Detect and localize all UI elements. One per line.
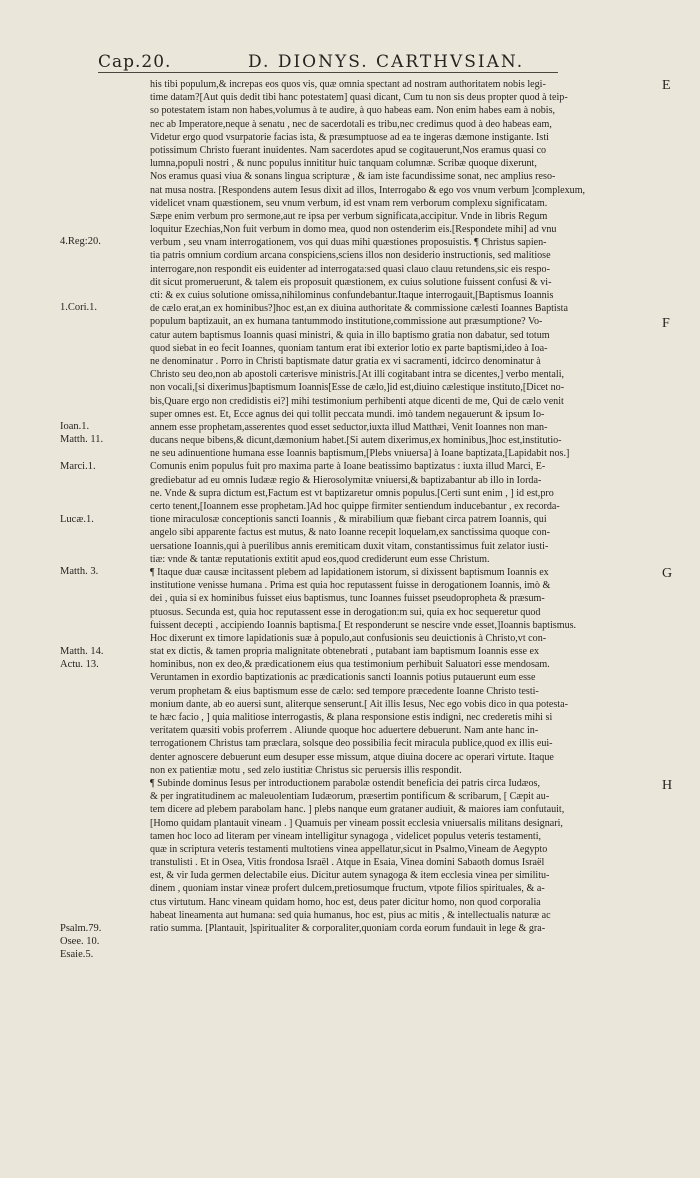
text-line: Sæpe enim verbum pro sermone,aut re ipsa per verbum significata,accipitur. Vnde in libris Regum — [150, 210, 548, 222]
text-line: transtulisti . Et in Osea, Vitis frondosa Israël . Atque in Esaia, Vinea domini Sabaoth domus Israël — [150, 857, 545, 869]
margin-reference: Actu. 13. — [60, 658, 99, 670]
text-line: habeat lineamenta aut humana: sed quia humanus, hoc est, pius ac mitis , & intellectualis naturæ ac — [150, 909, 551, 921]
margin-reference: Lucæ.1. — [60, 513, 94, 525]
text-line: fuissent decepti , accipiendo Ioannis baptisma.[ Et responderunt se nescire vnde esset,]Ioannis baptismus. — [150, 619, 577, 631]
text-line: populum baptizauit, an ex humana tantummodo institutione,commissione aut præsumptione? Vo- — [150, 316, 543, 328]
text-line: ¶ Itaque duæ causæ incitassent plebem ad lapidationem istorum, si dixissent baptismum Ioannis ex — [150, 566, 549, 578]
section-letter: G — [662, 566, 673, 582]
text-line: angelo sibi apparente factus est mutus, & nato Ioanne recepit loquelam,ex sanctissima quoque con- — [150, 527, 550, 539]
section-letter: E — [662, 78, 671, 93]
text-line: grediebatur ad eu omnis Iudææ regio & Hierosolymitæ vniuersi,& baptizabantur ab illo in Iorda- — [150, 474, 542, 486]
text-line: cti: & ex cuius solutione omissa,nihilominus confundebantur.Itaque interrogauit,[Baptismus Ioannis — [150, 290, 554, 301]
margin-reference: Marci.1. — [60, 460, 96, 472]
text-line: Veruntamen in exordio baptizationis ac prædicationis sancti Ioannis potius putauerunt eum esse — [150, 672, 536, 684]
text-line: ratio summa. [Plantauit, ]spiritualiter & corporaliter,quoniam corda eorum fundauit in lege & gra- — [150, 923, 546, 934]
text-line: super omnes est. Et, Ecce agnus dei qui tollit peccata mundi. imò tandem negauerunt & ipsum Io- — [150, 408, 545, 420]
text-line: monium dante, ab eo auersi sunt, aliterque senserunt.[ Ait illis Iesus, Nec ego vobis dico in qua potesta- — [150, 698, 568, 710]
text-line: time datam?[Aut quis dedit tibi hanc potestatem] quasi dicant, Cum tu non sis deus propter quod à teip- — [150, 92, 568, 104]
text-line: ne seu adinuentione humana esse Ioannis baptismum,[Plebs vniuersa] à Ioane baptizata,[Lapidabit nos.] — [150, 448, 570, 460]
text-line: tia patris omnium cordium arcana conspiciens,sciens illos non desiderio instructionis, sed malitiose — [150, 250, 551, 262]
text-line: [Homo quidam plantauit vineam . ] Quamuis per vineam possit ecclesia vniuersalis militans designari, — [150, 817, 563, 829]
text-line: ne denominatur . Porro in Christi baptismate datur gratia ex vi sacramenti, idcirco denominatur à — [150, 355, 541, 367]
text-line: est, & vir Iuda germen delectabile eius. Dicitur autem synagoga & item ecclesia vinea per similitu- — [150, 870, 550, 882]
text-line: nat musa nostra. [Respondens autem Iesus dixit ad illos, Interrogabo & ego vos vnum verbum ]complexum, — [150, 184, 586, 196]
text-line: interrogare,non respondit eis euidenter ad interrogata:sed quasi clauo clauu retundens,sic eis respo- — [150, 263, 550, 275]
margin-reference: Osee. 10. — [60, 936, 100, 947]
running-header — [0, 0, 700, 72]
text-line: ptuosus. Secunda est, quia hoc reputassent esse in derogation:m sui, quia ex hoc sequeretur quod — [150, 606, 541, 618]
margin-reference: Ioan.1. — [60, 421, 90, 433]
text-line: non vocali,[si dixerimus]baptismum Ioannis[Esse de cælo,]id est,diuino cælestique instituto,[Dicet no- — [150, 382, 565, 394]
chapter-label: Cap.20. — [98, 52, 172, 72]
text-line: bis,Quare ergo non credidistis ei?] mihi testimonium perhibenti atque dicenti de me, Qui de cælo venit — [150, 395, 564, 407]
margin-reference: Matth. 3. — [60, 566, 99, 578]
margin-reference: Matth. 11. — [60, 434, 104, 446]
text-line: uersatione Ioannis,qui à puerilibus annis eremiticam duxit vitam, constantissimus fuit zelator iusti- — [150, 540, 549, 552]
text-line: terrogationem Christus tam præclara, solsque deo possibilia fecit miracula publice,quod ex illis eui- — [150, 738, 553, 750]
text-line: certo tenent,[Ioannem esse prophetam.]Ad hoc quippe firmiter sentiendum inducebantur , ex recorda- — [150, 501, 560, 512]
text-line: catur autem baptismus Ioannis quasi ministri, & quia in illo baptismo gratia non dabatur, sed totum — [150, 329, 550, 341]
text-line: hominibus, non ex deo,& prædicationem eius qua testimonium perhibuit Saluatori esse mendosam. — [150, 659, 550, 671]
text-line: his tibi populum,& increpas eos quos vis, quæ omnia spectant ad nostram authoritatem nobis legi- — [150, 79, 546, 90]
text-line: so potestatem istam non habes,volumus à te audire, à quo habeas eam. Non enim habes eam à nobis, — [150, 105, 556, 117]
text-line: Hoc dixerunt ex timore lapidationis suæ à populo,aut confusionis seu deuictionis à Christo,vt con- — [150, 632, 547, 644]
text-line: veritatem quæsiti vobis proferrem . Aliunde quoque hoc aduertere debuerunt. Nam ante hanc in- — [150, 725, 539, 737]
text-line: nec ab Imperatore,neque à senatu , nec de sacerdotali es tribu,nec credimus quod à deo habeas eam, — [150, 118, 552, 130]
text-line: non ex patientiæ motu , sed zelo iustitiæ Christus sic peruersis illis respondit. — [150, 764, 462, 776]
text-line: de cælo erat,an ex hominibus?]hoc est,an ex diuina authoritate & commissione cælesti Ioannes Baptista — [150, 303, 568, 315]
text-line: annem esse prophetam,asserentes quod esset seductor,iuxta illud Matthæi, Venit Ioannes non man- — [150, 421, 548, 433]
text-line: Videtur ergo quod vsurpatorie facias ista, & præsumptuose ad ea te ingeras dæmone instigante. Isti — [150, 131, 549, 143]
text-line: & per ingratitudinem ac maleuolentiam Iudæorum, præsertim pontificum & scribarum, [ Cæpit au- — [150, 791, 550, 803]
margin-reference: 1.Cori.1. — [60, 302, 98, 314]
text-line: videlicet vnam quæstionem, seu vnum verbum, id est vnam rem verborum complexu significatam. — [150, 197, 548, 209]
text-line: ne. Vnde & supra dictum est,Factum est vt baptizaretur omnis populus.[Certi sunt enim , ] id est,pro — [150, 487, 554, 499]
text-line: ducans neque bibens,& dicunt,dæmonium habet.[Si autem dixerimus,ex hominibus,]hoc est,institutio- — [150, 435, 562, 447]
text-line: tem dicere ad plebem parabolam hanc. ] plebs nanque eum grataner audiuit, & maiores iam confutauit, — [150, 804, 565, 816]
margin-reference: Psalm.79. — [60, 922, 102, 934]
text-line: dei , quia si ex hominibus fuisset eius baptismus, tunc Ioannes fuisset pseudopropheta & præsum- — [150, 593, 545, 605]
text-line: tiæ: vnde & tantæ reputationis extitit apud eos,quod crediderunt eum esse Christum. — [150, 553, 490, 565]
text-line: ctus virtutum. Hanc vineam quidam homo, hoc est, deus pater dicitur homo, non quod corporalia — [150, 896, 541, 908]
text-line: Comunis enim populus fuit pro maxima parte à Ioane beatissimo baptizatus : iuxta illud Marci, E- — [150, 461, 546, 473]
running-title: D. DIONYS. CARTHVSIAN. — [248, 52, 525, 72]
text-line: stat ex dictis, & tamen propria malignitate obtenebrati , putabant iam baptismum Ioannis esse ex — [150, 646, 540, 658]
text-line: verum prophetam & eius baptismum esse de cælo: sed tempore præcedente Ioanne Christo testi- — [150, 685, 539, 697]
text-line: Nos eramus quasi viua & sonans lingua scripturæ , & iam iste facundissime sonat, nec amplius reso- — [150, 171, 556, 183]
text-line: te hæc facio , ] quia malitiose interrogastis, & plana responsione estis indigni, nec crederetis mihi si — [150, 712, 553, 723]
text-line: ¶ Subinde dominus Iesus per introductionem parabolæ ostendit beneficia dei patris circa Iudæos, — [150, 777, 541, 789]
commentary-text — [150, 78, 650, 935]
text-line: dit sicut promeruerunt, & talem eis proposuit quæstionem, ex cuius solutione fuissent confusi & vi- — [150, 276, 552, 288]
text-line: quæ in scriptura veteris testamenti multotiens vinea appellatur,sicut in Psalmo,Vineam de Aegypto — [150, 843, 548, 855]
text-line: institutione venisse humana . Prima est quia hoc reputassent fuisse in derogationem Ioannis, imò & — [150, 580, 551, 592]
text-line: potissimum Christo fuerant inuidentes. Nam sacerdotes apud se cogitauerunt,Nos eramus quasi co — [150, 144, 547, 156]
header-rule — [98, 72, 558, 73]
text-line: denter agnoscere debuerunt eum desuper esse missum, atque diuina docere ac operari virtute. Itaque — [150, 751, 554, 763]
section-letter: H — [662, 777, 673, 793]
margin-reference: Matth. 14. — [60, 645, 104, 657]
text-line: lumna,populi nostri , & nunc populus innititur huic tanquam columnæ. Scribæ quoque dixerunt, — [150, 158, 537, 170]
text-line: dinem , quoniam instar vineæ profert dulcem,pretiosumque fructum, vtpote filios spirituales, & a- — [150, 883, 545, 895]
margin-reference: 4.Reg:20. — [60, 236, 101, 248]
text-line: loquitur Ezechias,Non fuit verbum in domo mea, quod non ostenderim eis.[Respondete mihi] ad vnu — [150, 224, 557, 236]
text-line: tione miraculosæ conceptionis sancti Ioannis , & mirabilium quæ fiebant circa patrem Ioannis, qui — [150, 514, 547, 526]
margin-reference: Esaie.5. — [60, 949, 94, 961]
text-line: verbum , seu vnam interrogationem, vos qui duas mihi quæstiones proposuistis. ¶ Christus sapien- — [150, 237, 547, 249]
text-line: Christo seu deo,non ab apostoli cæterisve ministris.[At illi cogitabant intra se dicentes,] verbo mentali, — [150, 369, 565, 381]
section-letter: F — [662, 315, 670, 331]
text-line: tamen hoc loco ad literam per vineam intelligitur synagoga , videlicet populus veteris testamenti, — [150, 830, 542, 842]
text-line: quod siebat in eo fecit Ioannes, quoniam tantum erat ibi exterior lotio ex parte baptismi,ideo à Ioa- — [150, 342, 548, 354]
